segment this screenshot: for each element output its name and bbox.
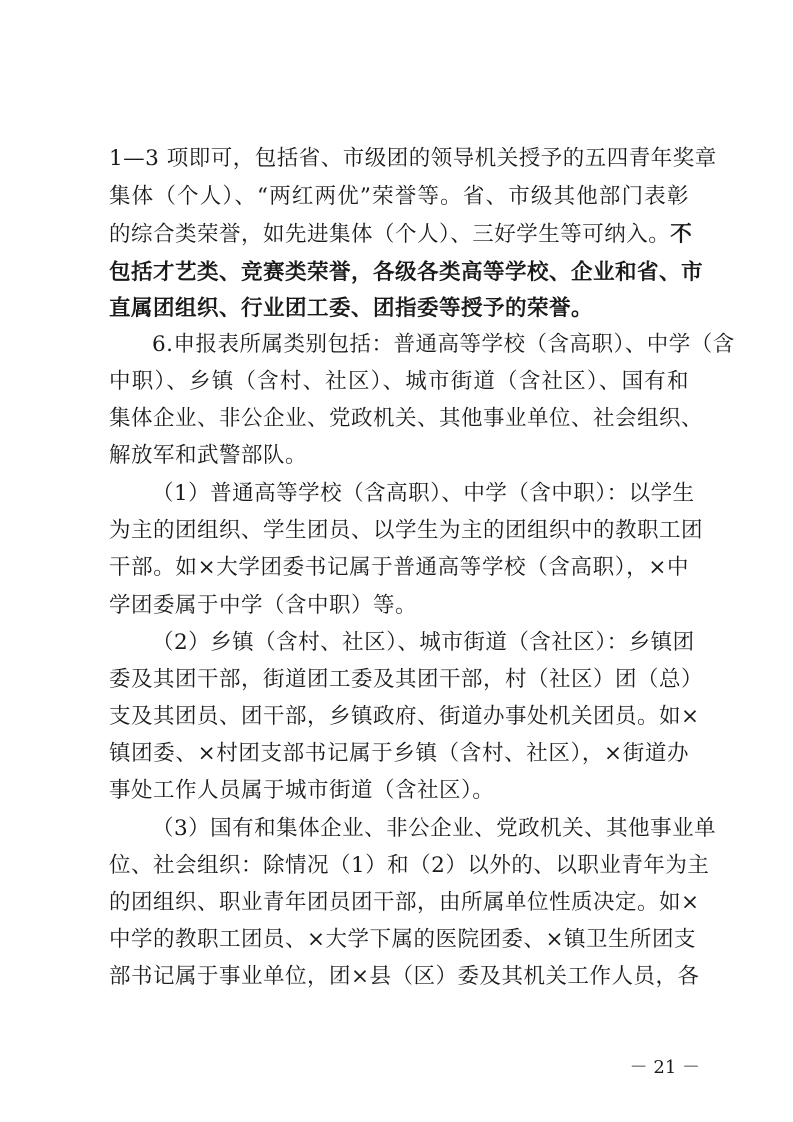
text-line-18	[109, 775, 689, 807]
text-line-14	[152, 627, 695, 659]
line-text: 为主的团组织、学生团员、以学生为主的团组织中的教职工团	[109, 518, 704, 543]
text-line-21	[109, 887, 700, 919]
line-text: （2）乡镇（含村、社区）、城市街道（含社区）：乡镇团	[152, 630, 695, 655]
text-line-20	[109, 850, 710, 882]
text-line-4	[109, 257, 704, 289]
text-line-22	[109, 924, 697, 956]
line-text: 学团委属于中学（含中职）等。	[109, 593, 418, 618]
line-text: 解放军和武警部队。	[109, 443, 308, 468]
text-line-23	[109, 961, 700, 993]
text-line-6	[152, 329, 735, 361]
line-text: 6.申报表所属类别包括：普通高等学校（含高职）、中学（含	[152, 332, 735, 357]
text-line-3	[109, 219, 693, 251]
text-line-7	[109, 366, 689, 398]
text-line-10	[152, 478, 695, 510]
bold-text: 直属团组织、行业团工委、团指委等授予的荣誉。	[109, 296, 594, 321]
line-text: 集体（个人）、“两红两优”荣誉等。省、市级其他部门表彰	[109, 184, 689, 209]
text-line-15	[109, 664, 704, 696]
line-text: 的团组织、职业青年团员团干部，由所属单位性质决定。如×	[109, 890, 700, 915]
text-line-9	[109, 440, 689, 472]
line-text: 的综合类荣誉，如先进集体（个人）、三好学生等可纳入。	[109, 222, 671, 247]
text-line-17	[109, 738, 689, 770]
text-line-13	[109, 590, 689, 622]
bold-text: 包括才艺类、竞赛类荣誉，各级各类高等学校、企业和省、市	[109, 260, 704, 285]
line-text: 位、社会组织：除情况（1）和（2）以外的、以职业青年为主	[109, 853, 710, 878]
text-line-5	[109, 293, 689, 325]
line-text: （1）普通高等学校（含高职）、中学（含中职）：以学生	[152, 481, 695, 506]
text-line-19	[152, 813, 717, 845]
text-line-16	[109, 701, 700, 733]
line-text: 委及其团干部，街道团工委及其团干部，村（社区）团（总）	[109, 667, 704, 692]
line-text: 干部。如×大学团委书记属于普通高等学校（含高职），×中	[109, 555, 689, 580]
line-text: 集体企业、非公企业、党政机关、其他事业单位、社会组织、	[109, 406, 704, 431]
page-number: － 21 －	[629, 1057, 700, 1078]
line-text: 部书记属于事业单位，团×县（区）委及其机关工作人员，各	[109, 964, 700, 989]
line-text: （3）国有和集体企业、非公企业、党政机关、其他事业单	[152, 816, 717, 841]
line-text: 中职）、乡镇（含村、社区）、城市街道（含社区）、国有和	[109, 369, 689, 394]
line-text: 支及其团员、团干部，乡镇政府、街道办事处机关团员。如×	[109, 704, 700, 729]
line-text: 镇团委、×村团支部书记属于乡镇（含村、社区），×街道办	[109, 741, 689, 766]
line-text: 中学的教职工团员、×大学下属的医院团委、×镇卫生所团支	[109, 927, 697, 952]
text-line-12	[109, 552, 689, 584]
text-line-2	[109, 181, 689, 213]
bold-text: 不	[670, 222, 693, 247]
text-line-11	[109, 515, 704, 547]
line-text: 1—3 项即可，包括省、市级团的领导机关授予的五四青年奖章	[109, 146, 717, 171]
text-line-8	[109, 403, 704, 435]
line-text: 事处工作人员属于城市街道（含社区）。	[109, 778, 495, 803]
text-line-1	[109, 143, 717, 175]
